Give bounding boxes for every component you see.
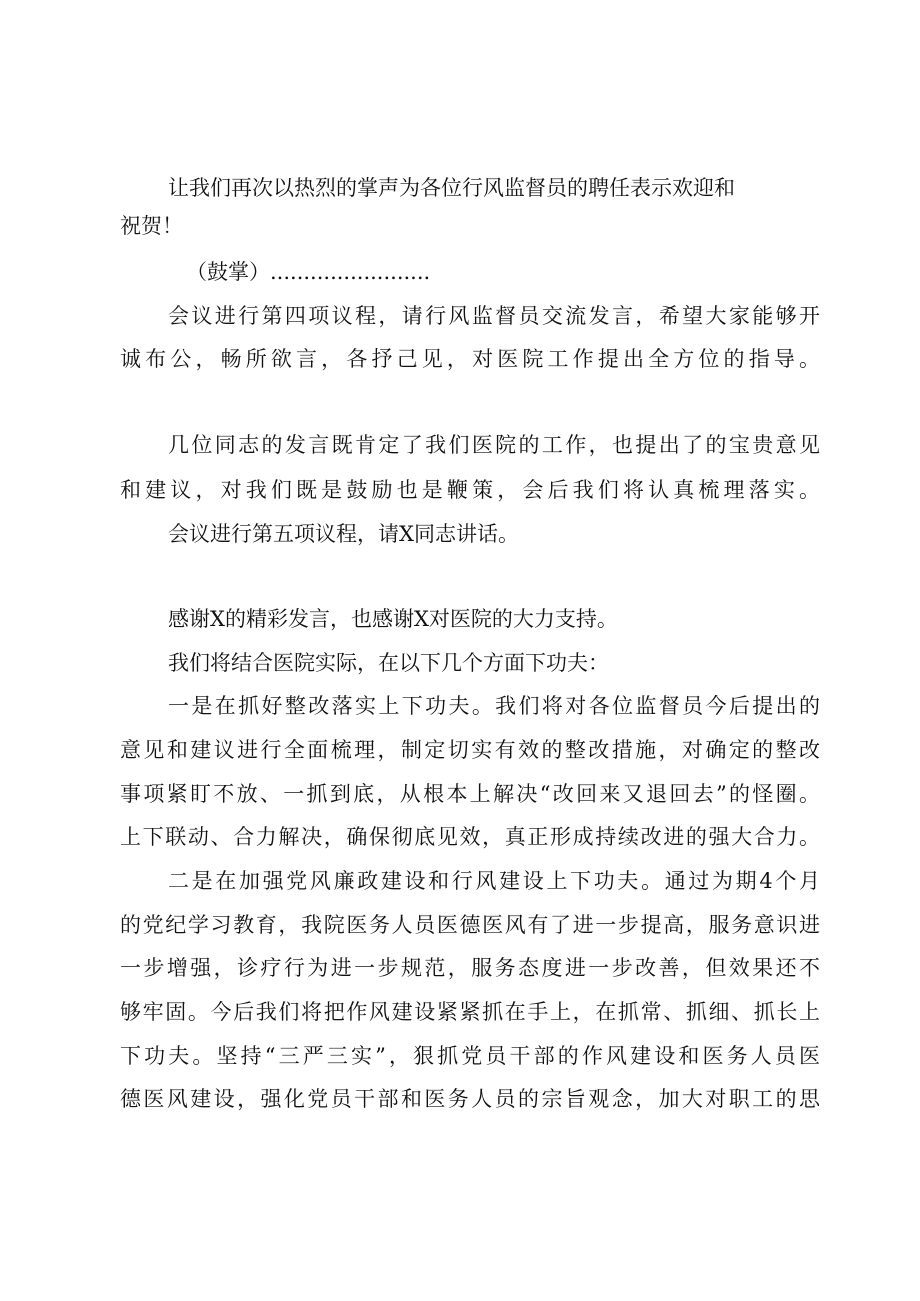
paragraph-3-line-1: 会议进行第四项议程，请行风监督员交流发言，希望大家能够开 xyxy=(168,304,820,328)
paragraph-1-line-2: 祝贺！ xyxy=(120,214,183,238)
paragraph-8-line-2: 意见和建议进行全面梳理，制定切实有效的整改措施，对确定的整改 xyxy=(120,738,820,762)
paragraph-4-line-2: 和建议，对我们既是鼓励也是鞭策，会后我们将认真梳理落实。 xyxy=(120,478,820,502)
paragraph-1-line-1: 让我们再次以热烈的掌声为各位行风监督员的聘任表示欢迎和 xyxy=(168,176,735,200)
paragraph-9-line-4: 够牢固。今后我们将把作风建设紧紧抓在手上，在抓常、抓细、抓长上 xyxy=(120,1000,820,1024)
paragraph-9-line-2: 的党纪学习教育，我院医务人员医德医风有了进一步提高，服务意识进 xyxy=(120,913,820,937)
paragraph-3-line-2: 诚布公，畅所欲言，各抒己见，对医院工作提出全方位的指导。 xyxy=(120,347,820,371)
paragraph-8-line-4: 上下联动、合力解决，确保彻底见效，真正形成持续改进的强大合力。 xyxy=(120,825,820,849)
paragraph-9-line-6: 德医风建设，强化党员干部和医务人员的宗旨观念，加大对职工的思 xyxy=(120,1087,820,1111)
paragraph-8-line-1: 一是在抓好整改落实上下功夫。我们将对各位监督员今后提出的 xyxy=(168,694,820,718)
paragraph-9-line-1: 二是在加强党风廉政建设和行风建设上下功夫。通过为期4个月 xyxy=(168,869,820,893)
paragraph-5: 会议进行第五项议程，请X同志讲话。 xyxy=(168,522,519,546)
paragraph-9-line-3: 一步增强，诊疗行为进一步规范，服务态度进一步改善，但效果还不 xyxy=(120,956,820,980)
paragraph-8-line-3: 事项紧盯不放、一抓到底，从根本上解决“改回来又退回去”的怪圈。 xyxy=(120,782,820,806)
paragraph-9-line-5: 下功夫。坚持“三严三实”，狠抓党员干部的作风建设和医务人员医 xyxy=(120,1044,820,1068)
paragraph-6: 感谢X的精彩发言，也感谢X对医院的大力支持。 xyxy=(168,607,618,631)
paragraph-4-line-1: 几位同志的发言既肯定了我们医院的工作，也提出了的宝贵意见 xyxy=(168,433,820,457)
paragraph-7: 我们将结合医院实际，在以下几个方面下功夫： xyxy=(168,651,609,675)
applause-note: （鼓掌）........................ xyxy=(186,260,431,284)
